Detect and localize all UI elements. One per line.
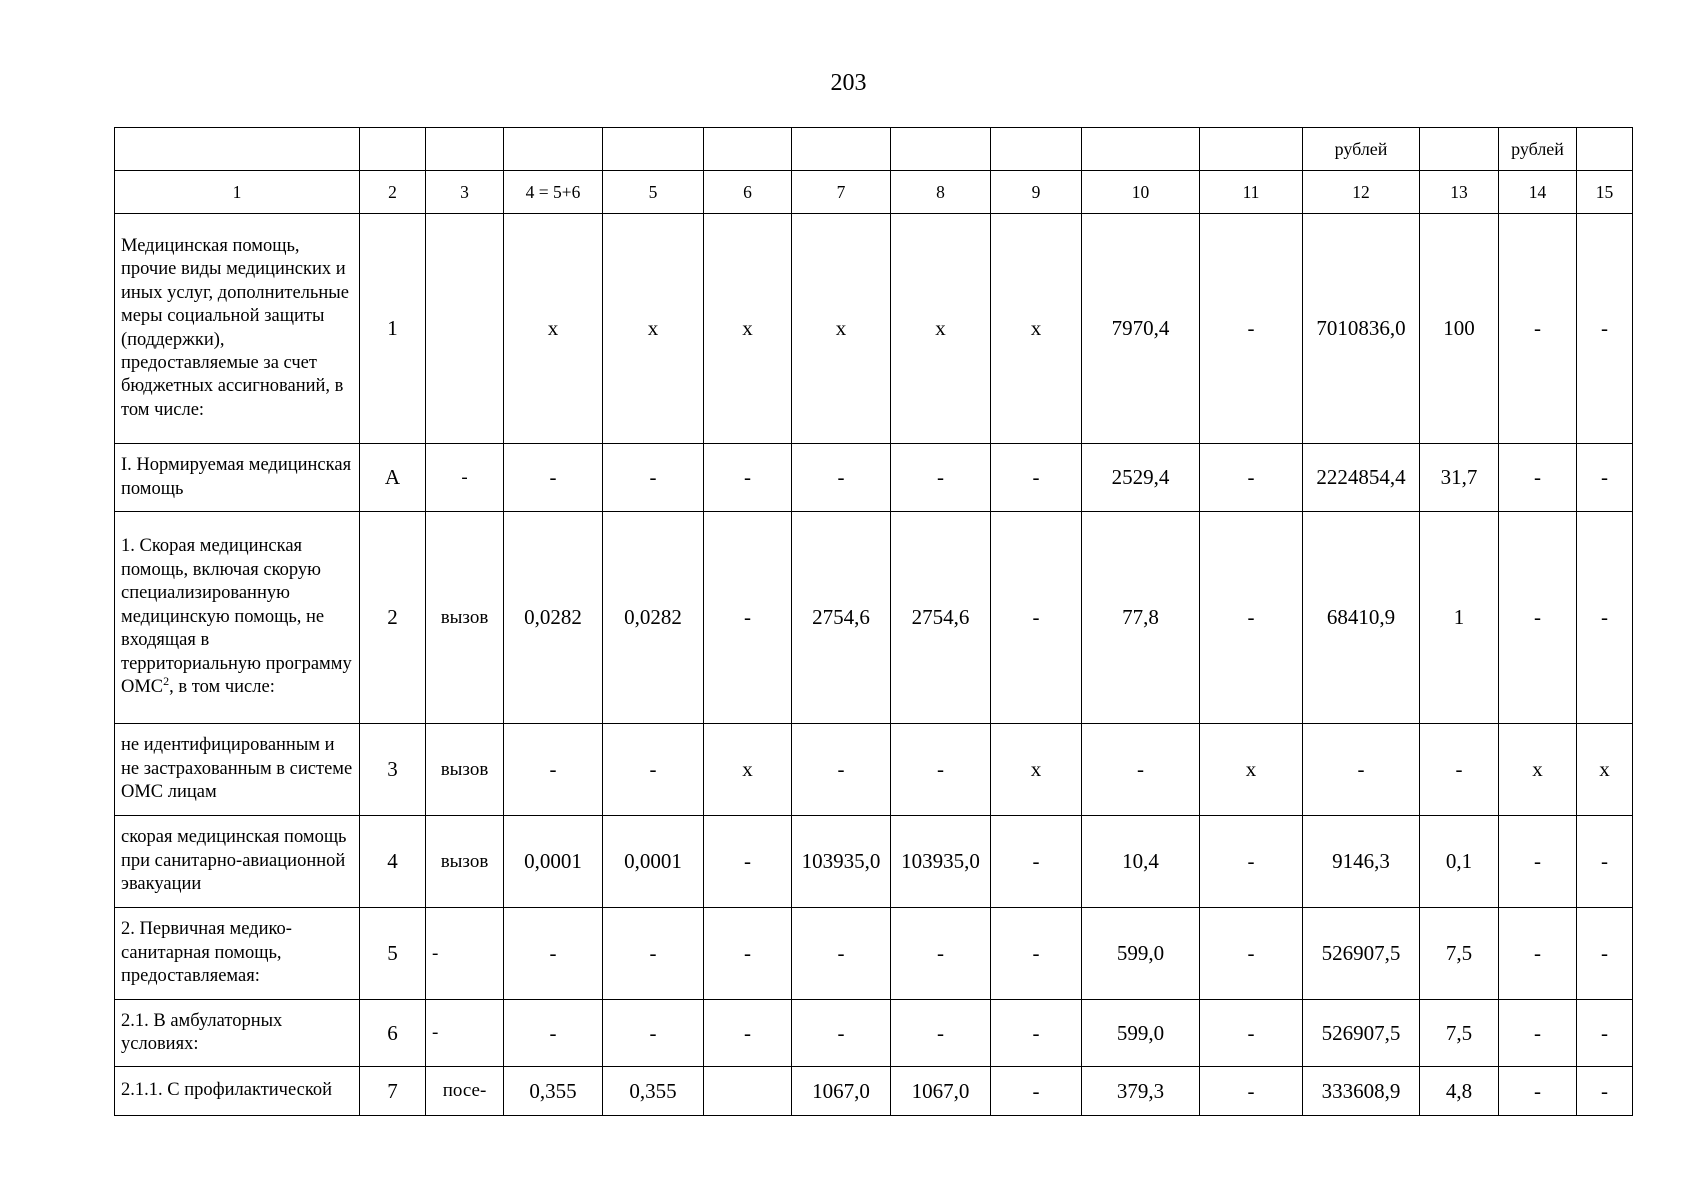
row-description: не идентифицированным и не застрахованным в системе ОМС лицам bbox=[115, 724, 360, 816]
cell: - bbox=[1499, 1000, 1577, 1067]
row-description-text: 1. Скорая медицинская помощь, включая скорую специализированную медицинскую помощь, не входящая в территориальную программу ОМС bbox=[121, 536, 352, 698]
cell: х bbox=[603, 214, 704, 444]
cell: 4,8 bbox=[1420, 1067, 1499, 1116]
cell: - bbox=[991, 816, 1082, 908]
row-unit bbox=[426, 214, 504, 444]
column-number: 11 bbox=[1200, 171, 1303, 214]
column-number: 7 bbox=[792, 171, 891, 214]
cell: - bbox=[504, 1000, 603, 1067]
cell: - bbox=[504, 908, 603, 1000]
row-number: А bbox=[360, 444, 426, 512]
cell: - bbox=[991, 1067, 1082, 1116]
cell: - bbox=[1200, 512, 1303, 724]
cell: 2224854,4 bbox=[1303, 444, 1420, 512]
budget-table bbox=[114, 127, 1633, 1116]
cell: - bbox=[603, 1000, 704, 1067]
cell: - bbox=[603, 444, 704, 512]
table-row bbox=[115, 214, 1633, 444]
cell: - bbox=[1577, 1000, 1633, 1067]
cell: 379,3 bbox=[1082, 1067, 1200, 1116]
cell: - bbox=[704, 512, 792, 724]
cell: - bbox=[1499, 1067, 1577, 1116]
row-unit: - bbox=[426, 908, 504, 1000]
cell: 31,7 bbox=[1420, 444, 1499, 512]
row-unit: - bbox=[426, 444, 504, 512]
row-unit: - bbox=[426, 1000, 504, 1067]
cell: 10,4 bbox=[1082, 816, 1200, 908]
cell: - bbox=[991, 1000, 1082, 1067]
cell: 103935,0 bbox=[891, 816, 991, 908]
cell: - bbox=[1577, 444, 1633, 512]
cell: 100 bbox=[1420, 214, 1499, 444]
column-number: 9 bbox=[991, 171, 1082, 214]
row-description: скорая медицинская помощь при санитарно-авиационной эвакуации bbox=[115, 816, 360, 908]
header-cell-rubles: рублей bbox=[1499, 128, 1577, 171]
header-cell bbox=[1200, 128, 1303, 171]
cell: 0,0001 bbox=[603, 816, 704, 908]
column-number: 13 bbox=[1420, 171, 1499, 214]
cell: - bbox=[704, 1000, 792, 1067]
row-description: Медицинская помощь, прочие виды медицинских и иных услуг, дополнительные меры социальной защиты (поддержки), предоставляемые за счет бюджетных ассигнований, в том числе: bbox=[115, 214, 360, 444]
cell: - bbox=[891, 444, 991, 512]
cell: 103935,0 bbox=[792, 816, 891, 908]
header-cell bbox=[115, 128, 360, 171]
cell: - bbox=[1499, 444, 1577, 512]
cell: 599,0 bbox=[1082, 908, 1200, 1000]
cell: 9146,3 bbox=[1303, 816, 1420, 908]
column-number: 10 bbox=[1082, 171, 1200, 214]
cell: х bbox=[891, 214, 991, 444]
cell: - bbox=[1577, 512, 1633, 724]
column-number: 8 bbox=[891, 171, 991, 214]
cell: - bbox=[792, 908, 891, 1000]
column-number: 2 bbox=[360, 171, 426, 214]
column-number: 6 bbox=[704, 171, 792, 214]
cell: - bbox=[1420, 724, 1499, 816]
column-number: 15 bbox=[1577, 171, 1633, 214]
cell: - bbox=[1577, 1067, 1633, 1116]
cell: - bbox=[891, 724, 991, 816]
footnote-marker: 2 bbox=[163, 674, 170, 689]
cell: - bbox=[1200, 214, 1303, 444]
table-row bbox=[115, 512, 1633, 724]
cell: 7,5 bbox=[1420, 1000, 1499, 1067]
cell: 526907,5 bbox=[1303, 1000, 1420, 1067]
row-number: 6 bbox=[360, 1000, 426, 1067]
row-number: 5 bbox=[360, 908, 426, 1000]
cell: - bbox=[991, 512, 1082, 724]
cell: х bbox=[991, 724, 1082, 816]
header-cell bbox=[504, 128, 603, 171]
row-number: 7 bbox=[360, 1067, 426, 1116]
cell: - bbox=[1577, 908, 1633, 1000]
cell: - bbox=[1303, 724, 1420, 816]
row-number: 1 bbox=[360, 214, 426, 444]
header-cell bbox=[1082, 128, 1200, 171]
column-number: 3 bbox=[426, 171, 504, 214]
cell: - bbox=[991, 444, 1082, 512]
page-number: 203 bbox=[830, 70, 867, 96]
cell: х bbox=[1577, 724, 1633, 816]
cell: 1067,0 bbox=[891, 1067, 991, 1116]
cell: - bbox=[704, 444, 792, 512]
cell: - bbox=[1200, 908, 1303, 1000]
header-cell bbox=[891, 128, 991, 171]
header-cell bbox=[704, 128, 792, 171]
header-cell bbox=[603, 128, 704, 171]
cell: - bbox=[1499, 512, 1577, 724]
cell: - bbox=[891, 908, 991, 1000]
column-number-row bbox=[115, 171, 1633, 214]
cell: - bbox=[1200, 1000, 1303, 1067]
column-number: 12 bbox=[1303, 171, 1420, 214]
cell: - bbox=[504, 724, 603, 816]
cell: 7,5 bbox=[1420, 908, 1499, 1000]
row-description: 2.1. В амбулаторных условиях: bbox=[115, 1000, 360, 1067]
cell: 2754,6 bbox=[792, 512, 891, 724]
column-number: 5 bbox=[603, 171, 704, 214]
header-cell bbox=[360, 128, 426, 171]
row-unit: вызов bbox=[426, 816, 504, 908]
cell: - bbox=[704, 908, 792, 1000]
row-unit: посе- bbox=[426, 1067, 504, 1116]
cell: 0,0282 bbox=[504, 512, 603, 724]
cell: - bbox=[603, 908, 704, 1000]
cell: - bbox=[603, 724, 704, 816]
table-row bbox=[115, 816, 1633, 908]
cell: х bbox=[1200, 724, 1303, 816]
cell: 333608,9 bbox=[1303, 1067, 1420, 1116]
cell: 1067,0 bbox=[792, 1067, 891, 1116]
cell: - bbox=[704, 816, 792, 908]
cell: - bbox=[891, 1000, 991, 1067]
cell: - bbox=[1499, 214, 1577, 444]
row-number: 3 bbox=[360, 724, 426, 816]
row-description: 2. Первичная медико-санитарная помощь, предоставляемая: bbox=[115, 908, 360, 1000]
header-cell bbox=[991, 128, 1082, 171]
cell: х bbox=[704, 214, 792, 444]
header-cell-rubles: рублей bbox=[1303, 128, 1420, 171]
cell: - bbox=[1577, 816, 1633, 908]
row-unit: вызов bbox=[426, 512, 504, 724]
column-number: 1 bbox=[115, 171, 360, 214]
column-number: 14 bbox=[1499, 171, 1577, 214]
table-row bbox=[115, 908, 1633, 1000]
row-description: 2.1.1. С профилактической bbox=[115, 1067, 360, 1116]
row-number: 4 bbox=[360, 816, 426, 908]
table-row bbox=[115, 1067, 1633, 1116]
cell: 526907,5 bbox=[1303, 908, 1420, 1000]
header-unit-row bbox=[115, 128, 1633, 171]
cell: - bbox=[1499, 816, 1577, 908]
row-description-tail: , в том числе: bbox=[169, 677, 275, 698]
row-description bbox=[115, 512, 360, 724]
cell: - bbox=[1200, 1067, 1303, 1116]
cell: 68410,9 bbox=[1303, 512, 1420, 724]
cell: х bbox=[504, 214, 603, 444]
cell: - bbox=[1200, 816, 1303, 908]
cell: 2754,6 bbox=[891, 512, 991, 724]
cell: - bbox=[792, 444, 891, 512]
cell: 7010836,0 bbox=[1303, 214, 1420, 444]
row-unit: вызов bbox=[426, 724, 504, 816]
cell: 1 bbox=[1420, 512, 1499, 724]
cell: 0,0282 bbox=[603, 512, 704, 724]
cell: 7970,4 bbox=[1082, 214, 1200, 444]
cell: х bbox=[1499, 724, 1577, 816]
cell: 0,1 bbox=[1420, 816, 1499, 908]
cell: 599,0 bbox=[1082, 1000, 1200, 1067]
row-number: 2 bbox=[360, 512, 426, 724]
cell bbox=[704, 1067, 792, 1116]
table-row bbox=[115, 1000, 1633, 1067]
cell: 0,355 bbox=[504, 1067, 603, 1116]
cell: - bbox=[1200, 444, 1303, 512]
column-number: 4 = 5+6 bbox=[504, 171, 603, 214]
header-cell bbox=[426, 128, 504, 171]
cell: - bbox=[1499, 908, 1577, 1000]
cell: - bbox=[1082, 724, 1200, 816]
cell: - bbox=[504, 444, 603, 512]
cell: 0,355 bbox=[603, 1067, 704, 1116]
cell: 2529,4 bbox=[1082, 444, 1200, 512]
cell: х bbox=[991, 214, 1082, 444]
cell: х bbox=[792, 214, 891, 444]
cell: - bbox=[792, 1000, 891, 1067]
header-cell bbox=[1577, 128, 1633, 171]
cell: 0,0001 bbox=[504, 816, 603, 908]
cell: - bbox=[1577, 214, 1633, 444]
header-cell bbox=[792, 128, 891, 171]
row-description: I. Нормируемая медицинская помощь bbox=[115, 444, 360, 512]
table-row bbox=[115, 724, 1633, 816]
header-cell bbox=[1420, 128, 1499, 171]
table-row bbox=[115, 444, 1633, 512]
cell: - bbox=[991, 908, 1082, 1000]
cell: 77,8 bbox=[1082, 512, 1200, 724]
cell: - bbox=[792, 724, 891, 816]
cell: х bbox=[704, 724, 792, 816]
